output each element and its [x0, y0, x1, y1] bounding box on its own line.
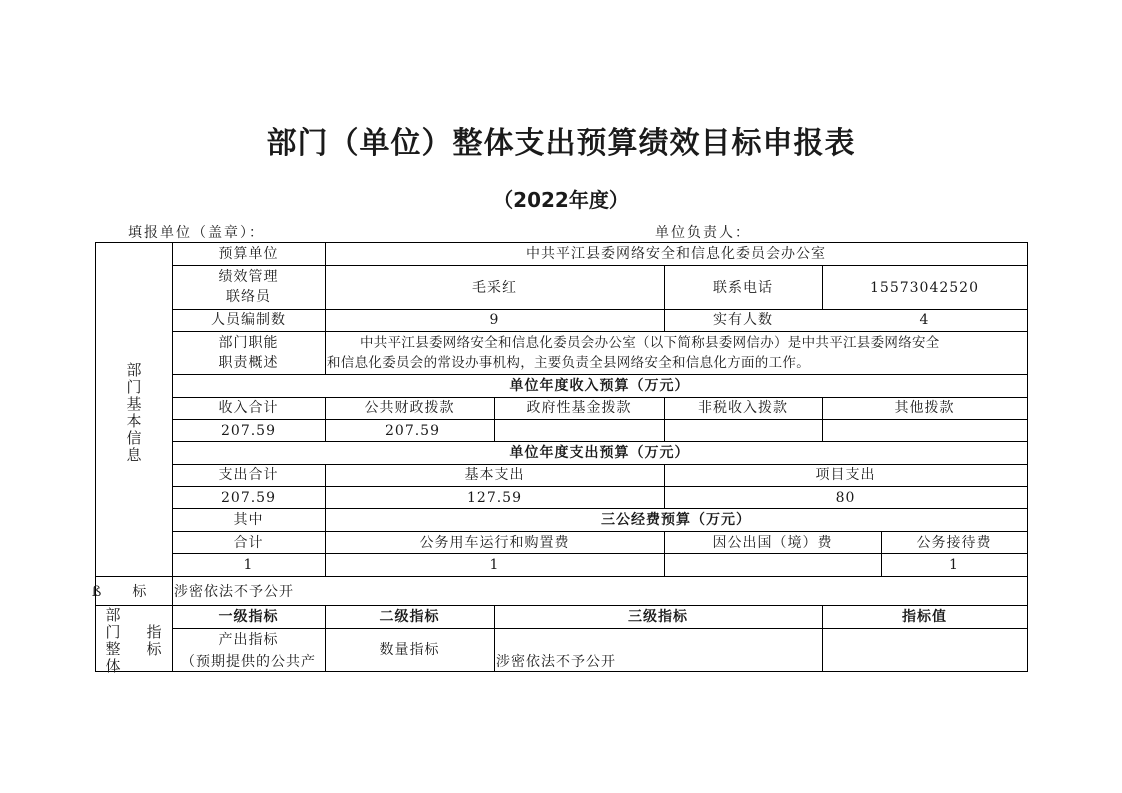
- section-label-indicator: 指标: [146, 623, 162, 658]
- unit-head-label: 单位负责人：: [655, 225, 751, 241]
- of-which-label: 其中: [233, 512, 264, 528]
- secret-row-left-fragment: ß 标: [92, 584, 148, 600]
- ind-level1-line2: （预期提供的公共产: [181, 654, 316, 670]
- duty-text-line1: 中共平江县委网络安全和信息化委员会办公室（以下简称县委网信办）是中共平江县委网络安全: [360, 335, 940, 351]
- duty-label-line1: 部门职能: [218, 335, 279, 351]
- expense-val-total: 207.59: [221, 490, 276, 506]
- expense-col-basic: 基本支出: [464, 467, 525, 483]
- income-val-public: 207.59: [385, 423, 440, 439]
- secret-row-text: 涉密依法不予公开: [174, 584, 294, 600]
- income-col-nontax: 非税收入拨款: [698, 400, 788, 416]
- year-subtitle: （2022年度）: [493, 188, 629, 212]
- ind-col-level2: 二级指标: [379, 609, 440, 625]
- three-col-vehicle: 公务用车运行和购置费: [419, 535, 570, 551]
- three-val-reception: 1: [949, 557, 959, 573]
- contact-label-line1: 绩效管理: [218, 269, 279, 285]
- income-col-fund: 政府性基金拨款: [526, 400, 632, 416]
- three-col-abroad: 因公出国（境）费: [712, 535, 833, 551]
- income-col-public: 公共财政拨款: [364, 400, 455, 416]
- expense-val-project: 80: [835, 490, 856, 506]
- ind-level3-value: 涉密依法不予公开: [496, 654, 616, 670]
- fill-unit-label: 填报单位（盖章）：: [128, 225, 265, 241]
- duty-label-line2: 职责概述: [218, 355, 279, 371]
- section-label-basic-info: 部门基本信息: [126, 361, 142, 464]
- three-col-reception: 公务接待费: [916, 535, 992, 551]
- three-val-total: 1: [243, 557, 254, 573]
- actual-label: 实有人数: [713, 312, 773, 328]
- income-col-total: 收入合计: [218, 400, 279, 416]
- expense-col-total: 支出合计: [218, 467, 279, 483]
- actual-value: 4: [919, 312, 930, 328]
- three-val-vehicle: 1: [489, 557, 500, 573]
- phone-value: 15573042520: [870, 280, 979, 296]
- staff-value: 9: [489, 312, 500, 328]
- three-funds-header: 三公经费预算（万元）: [601, 512, 751, 528]
- contact-name: 毛采红: [472, 280, 517, 296]
- ind-col-value: 指标值: [902, 609, 947, 625]
- staff-label: 人员编制数: [211, 312, 286, 328]
- income-header: 单位年度收入预算（万元）: [509, 378, 690, 394]
- budget-unit-label: 预算单位: [218, 246, 279, 262]
- expense-val-basic: 127.59: [467, 490, 522, 506]
- contact-label-line2: 联络员: [226, 289, 271, 305]
- expense-header: 单位年度支出预算（万元）: [509, 445, 690, 461]
- ind-level1-line1: 产出指标: [218, 632, 279, 648]
- income-val-total: 207.59: [221, 423, 276, 439]
- section-label-overall: 部门整体: [105, 606, 121, 675]
- three-col-total: 合计: [233, 535, 264, 551]
- income-col-other: 其他拨款: [894, 400, 955, 416]
- phone-label: 联系电话: [713, 280, 773, 296]
- ind-col-level1: 一级指标: [218, 609, 279, 625]
- budget-unit-value: 中共平江县委网络安全和信息化委员会办公室: [526, 246, 826, 262]
- page-title: 部门（单位）整体支出预算绩效目标申报表: [266, 126, 856, 161]
- duty-text-line2: 和信息化委员会的常设办事机构，主要负责全县网络安全和信息化方面的工作。: [327, 355, 810, 371]
- expense-col-project: 项目支出: [815, 467, 876, 483]
- ind-col-level3: 三级指标: [628, 609, 688, 625]
- ind-level2-value: 数量指标: [379, 642, 440, 658]
